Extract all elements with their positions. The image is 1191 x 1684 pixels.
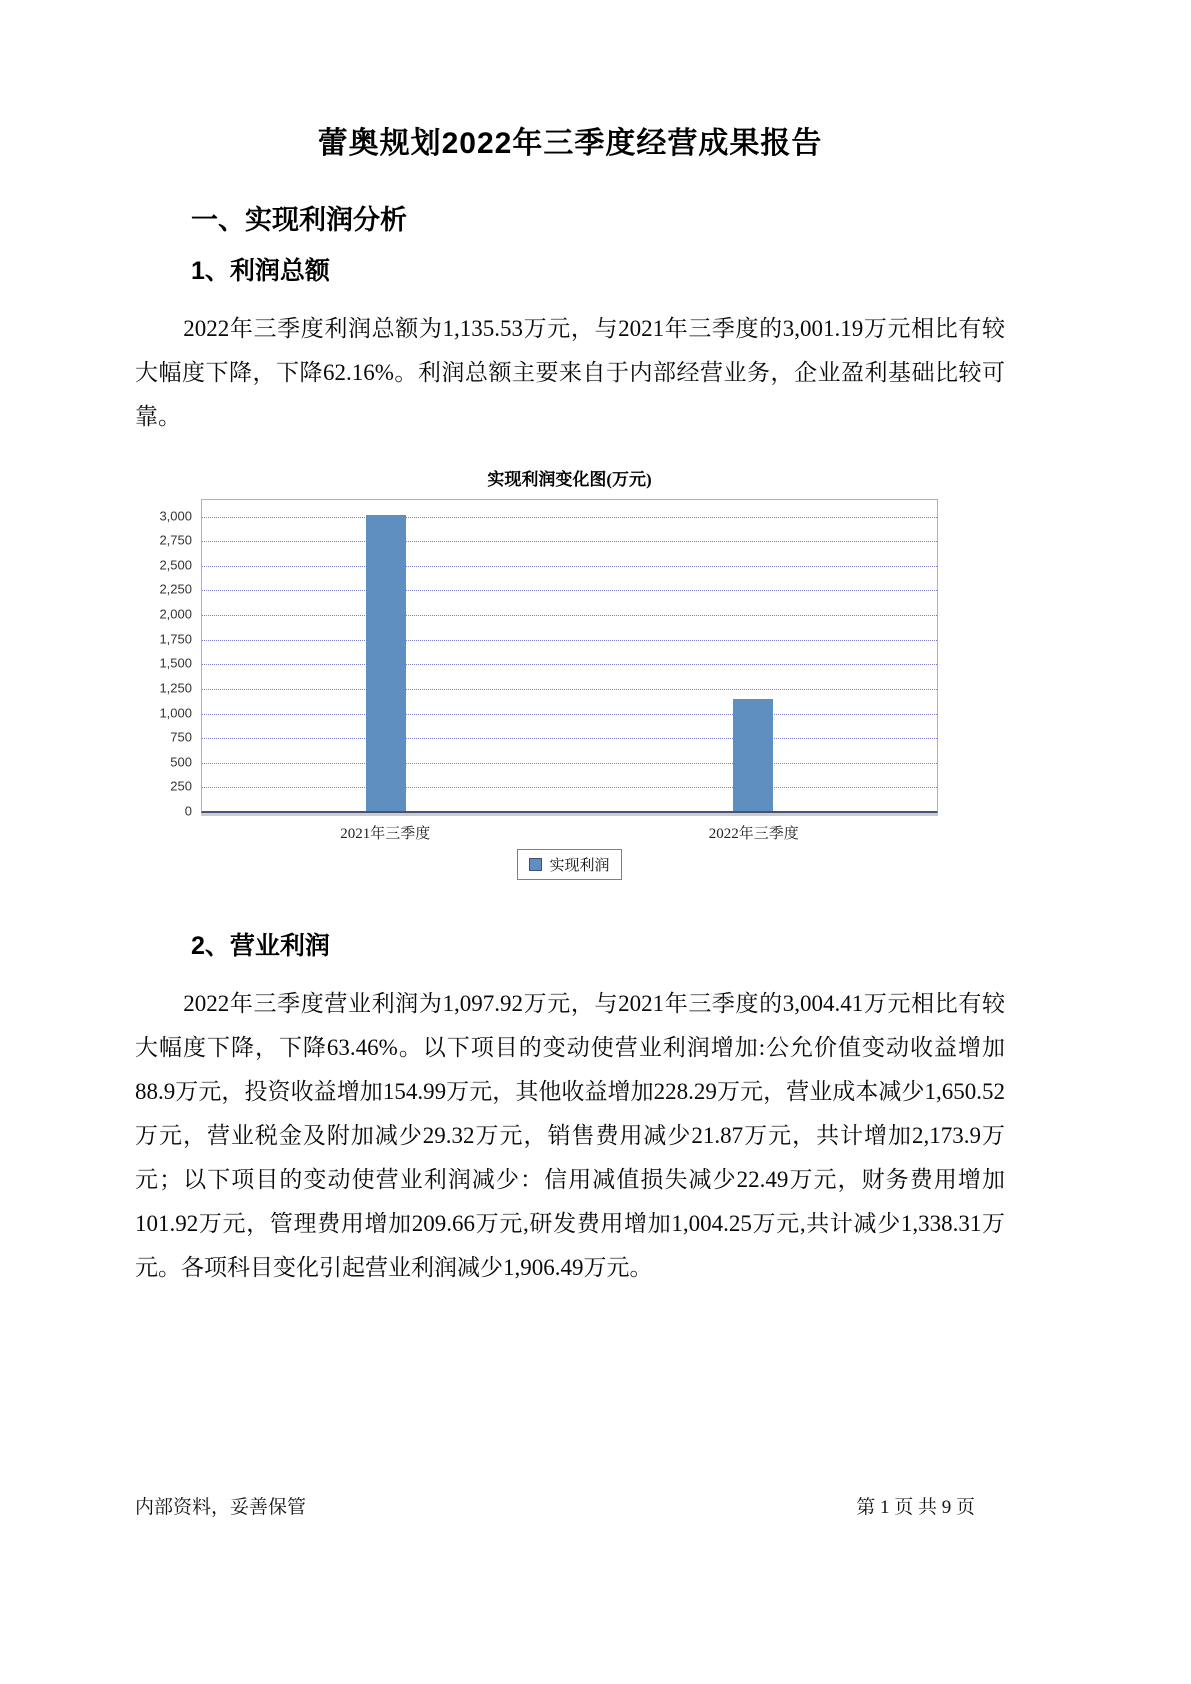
legend-label: 实现利润 (549, 858, 610, 874)
chart-bar (733, 699, 773, 811)
y-tick-label: 2,500 (159, 557, 192, 573)
gridline (202, 566, 937, 567)
y-tick-label: 3,000 (159, 508, 192, 524)
chart-y-axis (139, 499, 201, 819)
footer-confidential-note: 内部资料，妥善保管 (135, 1497, 307, 1518)
report-title: 蕾奥规划2022年三季度经营成果报告 (317, 127, 823, 160)
profit-change-bar-chart (139, 465, 938, 880)
chart-frame (139, 499, 938, 819)
gridline (202, 738, 937, 739)
chart-title: 实现利润变化图(万元) (487, 470, 652, 489)
gridline (202, 517, 937, 518)
y-tick-label: 2,750 (159, 532, 192, 548)
y-tick-label: 2,000 (159, 606, 192, 622)
subsection-heading-total-profit: 1、利润总额 (191, 257, 330, 285)
gridline (202, 590, 937, 591)
y-tick-label: 1,000 (159, 705, 192, 720)
chart-bar (366, 515, 406, 811)
gridline (202, 640, 937, 641)
y-tick-label: 1,500 (159, 655, 192, 671)
y-tick-label: 1,250 (159, 680, 192, 696)
gridline (202, 664, 937, 665)
gridline (202, 787, 937, 788)
footer-page-number: 第 1 页 共 9 页 (856, 1497, 975, 1518)
chart-plot-area (201, 499, 938, 813)
y-tick-label: 500 (170, 754, 192, 770)
subsection-heading-operating-profit: 2、营业利润 (191, 932, 330, 960)
x-tick-label: 2021年三季度 (340, 826, 431, 842)
chart-legend (517, 849, 621, 880)
y-tick-label: 1,750 (159, 631, 192, 647)
y-tick-label: 0 (184, 803, 192, 819)
legend-swatch-icon (529, 858, 542, 871)
gridline (202, 615, 937, 616)
page-footer (135, 1492, 975, 1519)
gridline (202, 763, 937, 764)
section-heading-profit-analysis: 一、实现利润分析 (191, 205, 407, 235)
gridline (202, 541, 937, 542)
x-tick-label: 2022年三季度 (708, 826, 799, 842)
chart-legend-row (201, 849, 938, 880)
y-tick-label: 750 (170, 729, 192, 745)
y-tick-label: 2,250 (159, 581, 192, 597)
chart-x-axis-labels (201, 813, 938, 849)
gridline (202, 689, 937, 690)
y-tick-label: 250 (170, 778, 192, 794)
total-profit-paragraph: 2022年三季度利润总额为1,135.53万元，与2021年三季度的3,001.19万元相比有较大幅度下降，下降62.16%。利润总额主要来自于内部经营业务，企业盈利基础比较可靠。 (135, 316, 1005, 429)
operating-profit-paragraph: 2022年三季度营业利润为1,097.92万元，与2021年三季度的3,004.41万元相比有较大幅度下降，下降63.46%。以下项目的变动使营业利润增加:公允价值变动收益增加88.9万元，投资收益增加154.99万元，其他收益增加228.29万元，营业成本减少1,650.52万元，营业税金及附加减少29.32万元，销售费用减少21.87万元，共计增加2,173.9万元；以下项目的变动使营业利润减少：信用减值损失减少22.49万元，财务费用增加101.92万元，管理费用增加209.66万元,研发费用增加1,004.25万元,共计减少1,338.31万元。各项科目变化引起营业利润减少1,906.49万元。 (135, 991, 1005, 1280)
gridline (202, 714, 937, 715)
